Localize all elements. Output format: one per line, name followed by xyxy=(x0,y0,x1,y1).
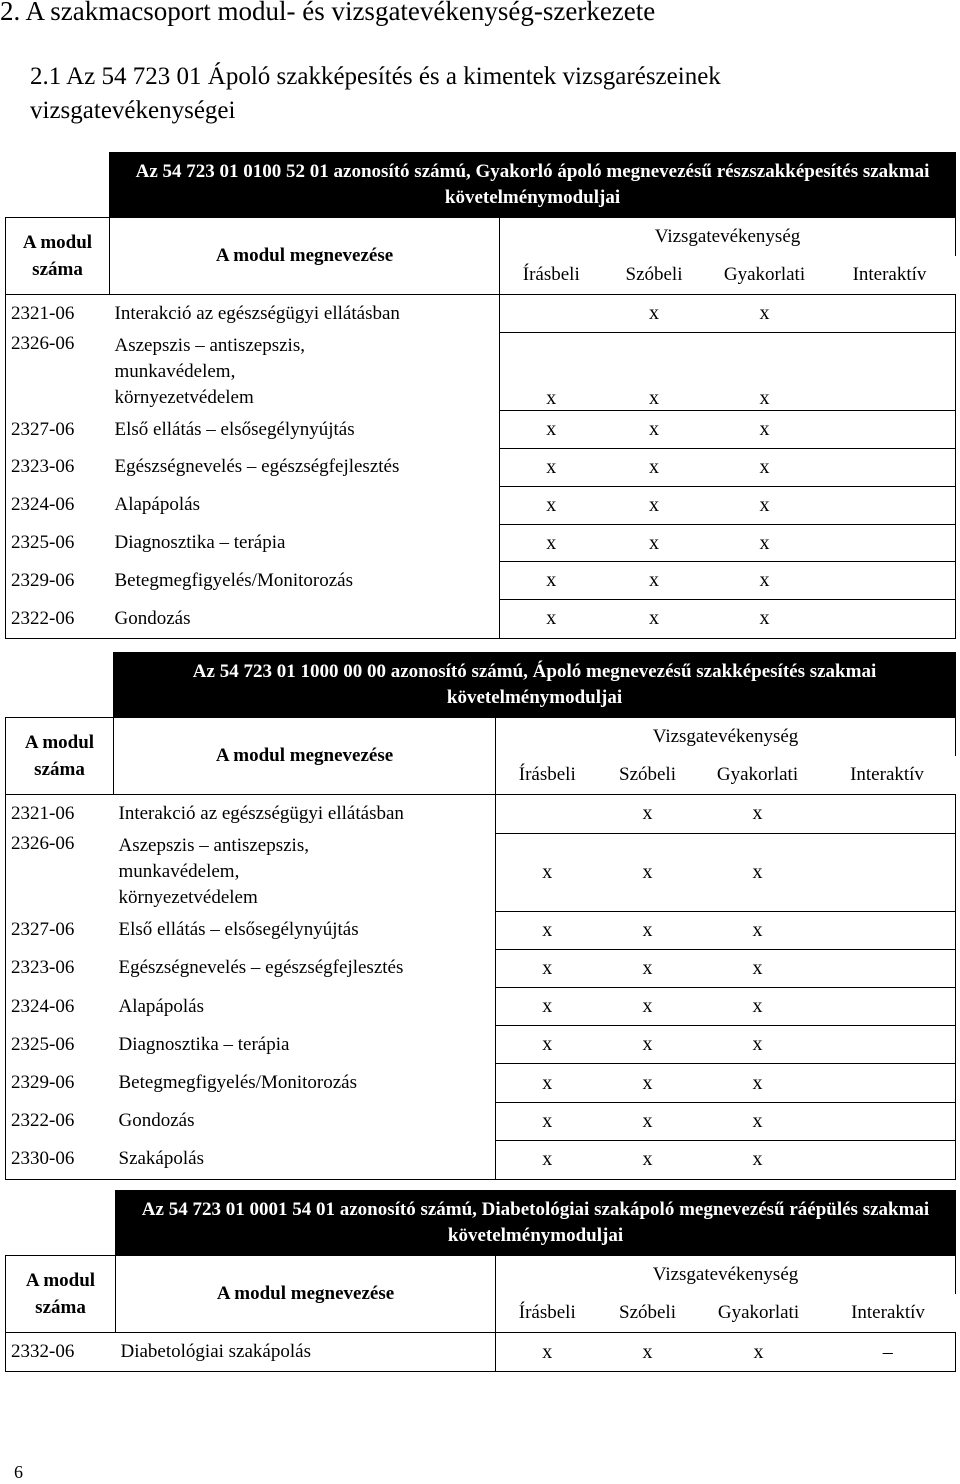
table-row xyxy=(6,988,956,1026)
module-name: Első ellátás – elsősegélynyújtás xyxy=(114,911,496,949)
module-name: Betegmegfigyelés/Monitorozás xyxy=(110,562,500,600)
header-gyakorlati: Gyakorlati xyxy=(706,256,824,295)
exam-interaktiv xyxy=(824,600,956,638)
exam-szobeli: x xyxy=(603,600,706,638)
table-row xyxy=(6,1140,956,1179)
header-irasbeli: Írásbeli xyxy=(496,1294,599,1333)
module-code: 2329-06 xyxy=(6,562,110,600)
exam-interaktiv xyxy=(824,295,956,333)
exam-interaktiv xyxy=(824,333,956,411)
exam-interaktiv xyxy=(819,1026,956,1064)
module-name: Aszepszis – antiszepszis, munkavédelem, környezetvédelem xyxy=(110,333,500,411)
header-modul-megnevezese: A modul megnevezése xyxy=(116,1256,496,1333)
table-row xyxy=(6,486,956,524)
exam-gyakorlati: x xyxy=(697,1026,819,1064)
header-blank xyxy=(6,653,114,718)
exam-szobeli: x xyxy=(603,295,706,333)
subsection-heading: 2.1 Az 54 723 01 Ápoló szakképesítés és a kimentek vizsgarészeinek vizsgatevékenységei xyxy=(30,63,721,124)
exam-szobeli: x xyxy=(603,411,706,449)
exam-irasbeli: x xyxy=(496,988,599,1026)
header-modul-megnevezese: A modul megnevezése xyxy=(110,218,500,295)
exam-interaktiv xyxy=(824,411,956,449)
header-modul-megnevezese: A modul megnevezése xyxy=(114,718,496,795)
exam-szobeli: x xyxy=(599,1333,697,1372)
header-interaktiv: Interaktív xyxy=(821,1294,956,1333)
module-name: Alapápolás xyxy=(114,988,496,1026)
exam-szobeli: x xyxy=(599,1140,697,1179)
section-heading: 2. A szakmacsoport modul- és vizsgatevékenység-szerkezete xyxy=(0,0,656,26)
table-title: Az 54 723 01 1000 00 00 azonosító számú, Ápoló megnevezésű szakképesítés szakmai követelménymoduljai xyxy=(114,653,956,718)
exam-szobeli: x xyxy=(599,949,697,987)
header-interaktiv: Interaktív xyxy=(819,756,956,795)
module-name: Interakció az egészségügyi ellátásban xyxy=(110,295,500,333)
module-code: 2327-06 xyxy=(6,411,110,449)
table-row xyxy=(6,1333,956,1372)
module-code: 2324-06 xyxy=(6,486,110,524)
module-name: Aszepszis – antiszepszis, munkavédelem, környezetvédelem xyxy=(114,833,496,911)
table-title: Az 54 723 01 0001 54 01 azonosító számú, Diabetológiai szakápoló megnevezésű ráépülés szakmai követelménymoduljai xyxy=(116,1191,956,1256)
exam-szobeli: x xyxy=(603,486,706,524)
header-interaktiv: Interaktív xyxy=(824,256,956,295)
table-row xyxy=(6,949,956,987)
exam-gyakorlati: x xyxy=(697,1102,819,1140)
module-code: 2330-06 xyxy=(6,1140,114,1179)
exam-szobeli: x xyxy=(599,911,697,949)
exam-irasbeli xyxy=(500,295,603,333)
exam-szobeli: x xyxy=(599,1064,697,1102)
exam-interaktiv: – xyxy=(821,1333,956,1372)
exam-szobeli: x xyxy=(603,333,706,411)
exam-szobeli: x xyxy=(599,833,697,911)
module-name: Egészségnevelés – egészségfejlesztés xyxy=(114,949,496,987)
exam-interaktiv xyxy=(819,795,956,834)
exam-interaktiv xyxy=(824,449,956,487)
module-code: 2327-06 xyxy=(6,911,114,949)
exam-gyakorlati: x xyxy=(697,1333,821,1372)
module-name: Első ellátás – elsősegélynyújtás xyxy=(110,411,500,449)
exam-szobeli: x xyxy=(599,988,697,1026)
table-row xyxy=(6,911,956,949)
exam-irasbeli: x xyxy=(496,1102,599,1140)
exam-gyakorlati: x xyxy=(706,449,824,487)
exam-gyakorlati: x xyxy=(706,562,824,600)
table-row xyxy=(6,524,956,562)
module-name: Betegmegfigyelés/Monitorozás xyxy=(114,1064,496,1102)
module-table xyxy=(5,652,956,1180)
module-code: 2322-06 xyxy=(6,1102,114,1140)
header-vizsgatevekenyseg: Vizsgatevékenység xyxy=(496,1256,956,1295)
header-vizsgatevekenyseg: Vizsgatevékenység xyxy=(496,718,956,757)
table-row xyxy=(6,333,956,411)
exam-irasbeli xyxy=(496,795,599,834)
exam-interaktiv xyxy=(819,833,956,911)
exam-gyakorlati: x xyxy=(697,949,819,987)
exam-irasbeli: x xyxy=(496,949,599,987)
module-code: 2329-06 xyxy=(6,1064,114,1102)
page-number: 6 xyxy=(14,1462,23,1482)
exam-gyakorlati: x xyxy=(706,333,824,411)
exam-gyakorlati: x xyxy=(697,833,819,911)
module-code: 2321-06 xyxy=(6,795,114,834)
exam-gyakorlati: x xyxy=(697,1064,819,1102)
exam-szobeli: x xyxy=(599,1026,697,1064)
exam-gyakorlati: x xyxy=(706,524,824,562)
header-gyakorlati: Gyakorlati xyxy=(697,756,819,795)
module-code: 2324-06 xyxy=(6,988,114,1026)
table-row xyxy=(6,411,956,449)
module-name: Alapápolás xyxy=(110,486,500,524)
exam-interaktiv xyxy=(824,524,956,562)
exam-irasbeli: x xyxy=(496,1333,599,1372)
exam-interaktiv xyxy=(819,1140,956,1179)
header-szobeli: Szóbeli xyxy=(599,1294,697,1333)
exam-szobeli: x xyxy=(603,449,706,487)
header-blank xyxy=(6,153,110,218)
module-name: Diabetológiai szakápolás xyxy=(116,1333,496,1372)
table-row xyxy=(6,295,956,333)
module-table xyxy=(5,1190,956,1372)
exam-gyakorlati: x xyxy=(706,411,824,449)
exam-gyakorlati: x xyxy=(706,486,824,524)
module-code: 2321-06 xyxy=(6,295,110,333)
exam-irasbeli: x xyxy=(496,1026,599,1064)
exam-interaktiv xyxy=(824,486,956,524)
table-row xyxy=(6,600,956,638)
exam-gyakorlati: x xyxy=(697,988,819,1026)
module-name: Szakápolás xyxy=(114,1140,496,1179)
exam-irasbeli: x xyxy=(500,449,603,487)
module-name: Interakció az egészségügyi ellátásban xyxy=(114,795,496,834)
module-code: 2326-06 xyxy=(6,333,110,411)
exam-irasbeli: x xyxy=(496,1064,599,1102)
table-row xyxy=(6,1102,956,1140)
exam-gyakorlati: x xyxy=(697,911,819,949)
exam-gyakorlati: x xyxy=(706,295,824,333)
exam-gyakorlati: x xyxy=(706,600,824,638)
module-code: 2325-06 xyxy=(6,1026,114,1064)
exam-irasbeli: x xyxy=(496,1140,599,1179)
exam-szobeli: x xyxy=(599,795,697,834)
header-modul-szama: A modul száma xyxy=(6,718,114,795)
header-blank xyxy=(6,1191,116,1256)
exam-interaktiv xyxy=(819,949,956,987)
exam-irasbeli: x xyxy=(496,911,599,949)
exam-interaktiv xyxy=(819,911,956,949)
table-row xyxy=(6,833,956,911)
exam-irasbeli: x xyxy=(496,833,599,911)
module-code: 2323-06 xyxy=(6,449,110,487)
exam-interaktiv xyxy=(824,562,956,600)
module-code: 2322-06 xyxy=(6,600,110,638)
table-row xyxy=(6,1064,956,1102)
exam-interaktiv xyxy=(819,1102,956,1140)
module-name: Diagnosztika – terápia xyxy=(110,524,500,562)
exam-irasbeli: x xyxy=(500,333,603,411)
table-row xyxy=(6,795,956,834)
header-irasbeli: Írásbeli xyxy=(500,256,603,295)
header-szobeli: Szóbeli xyxy=(603,256,706,295)
table-title: Az 54 723 01 0100 52 01 azonosító számú, Gyakorló ápoló megnevezésű részszakképesítés szakmai követelménymoduljai xyxy=(110,153,956,218)
module-code: 2323-06 xyxy=(6,949,114,987)
exam-interaktiv xyxy=(819,988,956,1026)
module-code: 2332-06 xyxy=(6,1333,116,1372)
exam-irasbeli: x xyxy=(500,524,603,562)
exam-gyakorlati: x xyxy=(697,1140,819,1179)
header-irasbeli: Írásbeli xyxy=(496,756,599,795)
module-code: 2325-06 xyxy=(6,524,110,562)
header-gyakorlati: Gyakorlati xyxy=(697,1294,821,1333)
exam-irasbeli: x xyxy=(500,562,603,600)
header-modul-szama: A modul száma xyxy=(6,218,110,295)
module-name: Gondozás xyxy=(110,600,500,638)
header-modul-szama: A modul száma xyxy=(6,1256,116,1333)
exam-irasbeli: x xyxy=(500,486,603,524)
module-name: Diagnosztika – terápia xyxy=(114,1026,496,1064)
exam-szobeli: x xyxy=(603,562,706,600)
module-table xyxy=(5,152,956,639)
module-name: Gondozás xyxy=(114,1102,496,1140)
table-row xyxy=(6,449,956,487)
module-name: Egészségnevelés – egészségfejlesztés xyxy=(110,449,500,487)
table-row xyxy=(6,1026,956,1064)
header-vizsgatevekenyseg: Vizsgatevékenység xyxy=(500,218,956,257)
exam-interaktiv xyxy=(819,1064,956,1102)
exam-szobeli: x xyxy=(599,1102,697,1140)
header-szobeli: Szóbeli xyxy=(599,756,697,795)
exam-szobeli: x xyxy=(603,524,706,562)
module-code: 2326-06 xyxy=(6,833,114,911)
exam-gyakorlati: x xyxy=(697,795,819,834)
table-row xyxy=(6,562,956,600)
exam-irasbeli: x xyxy=(500,411,603,449)
exam-irasbeli: x xyxy=(500,600,603,638)
